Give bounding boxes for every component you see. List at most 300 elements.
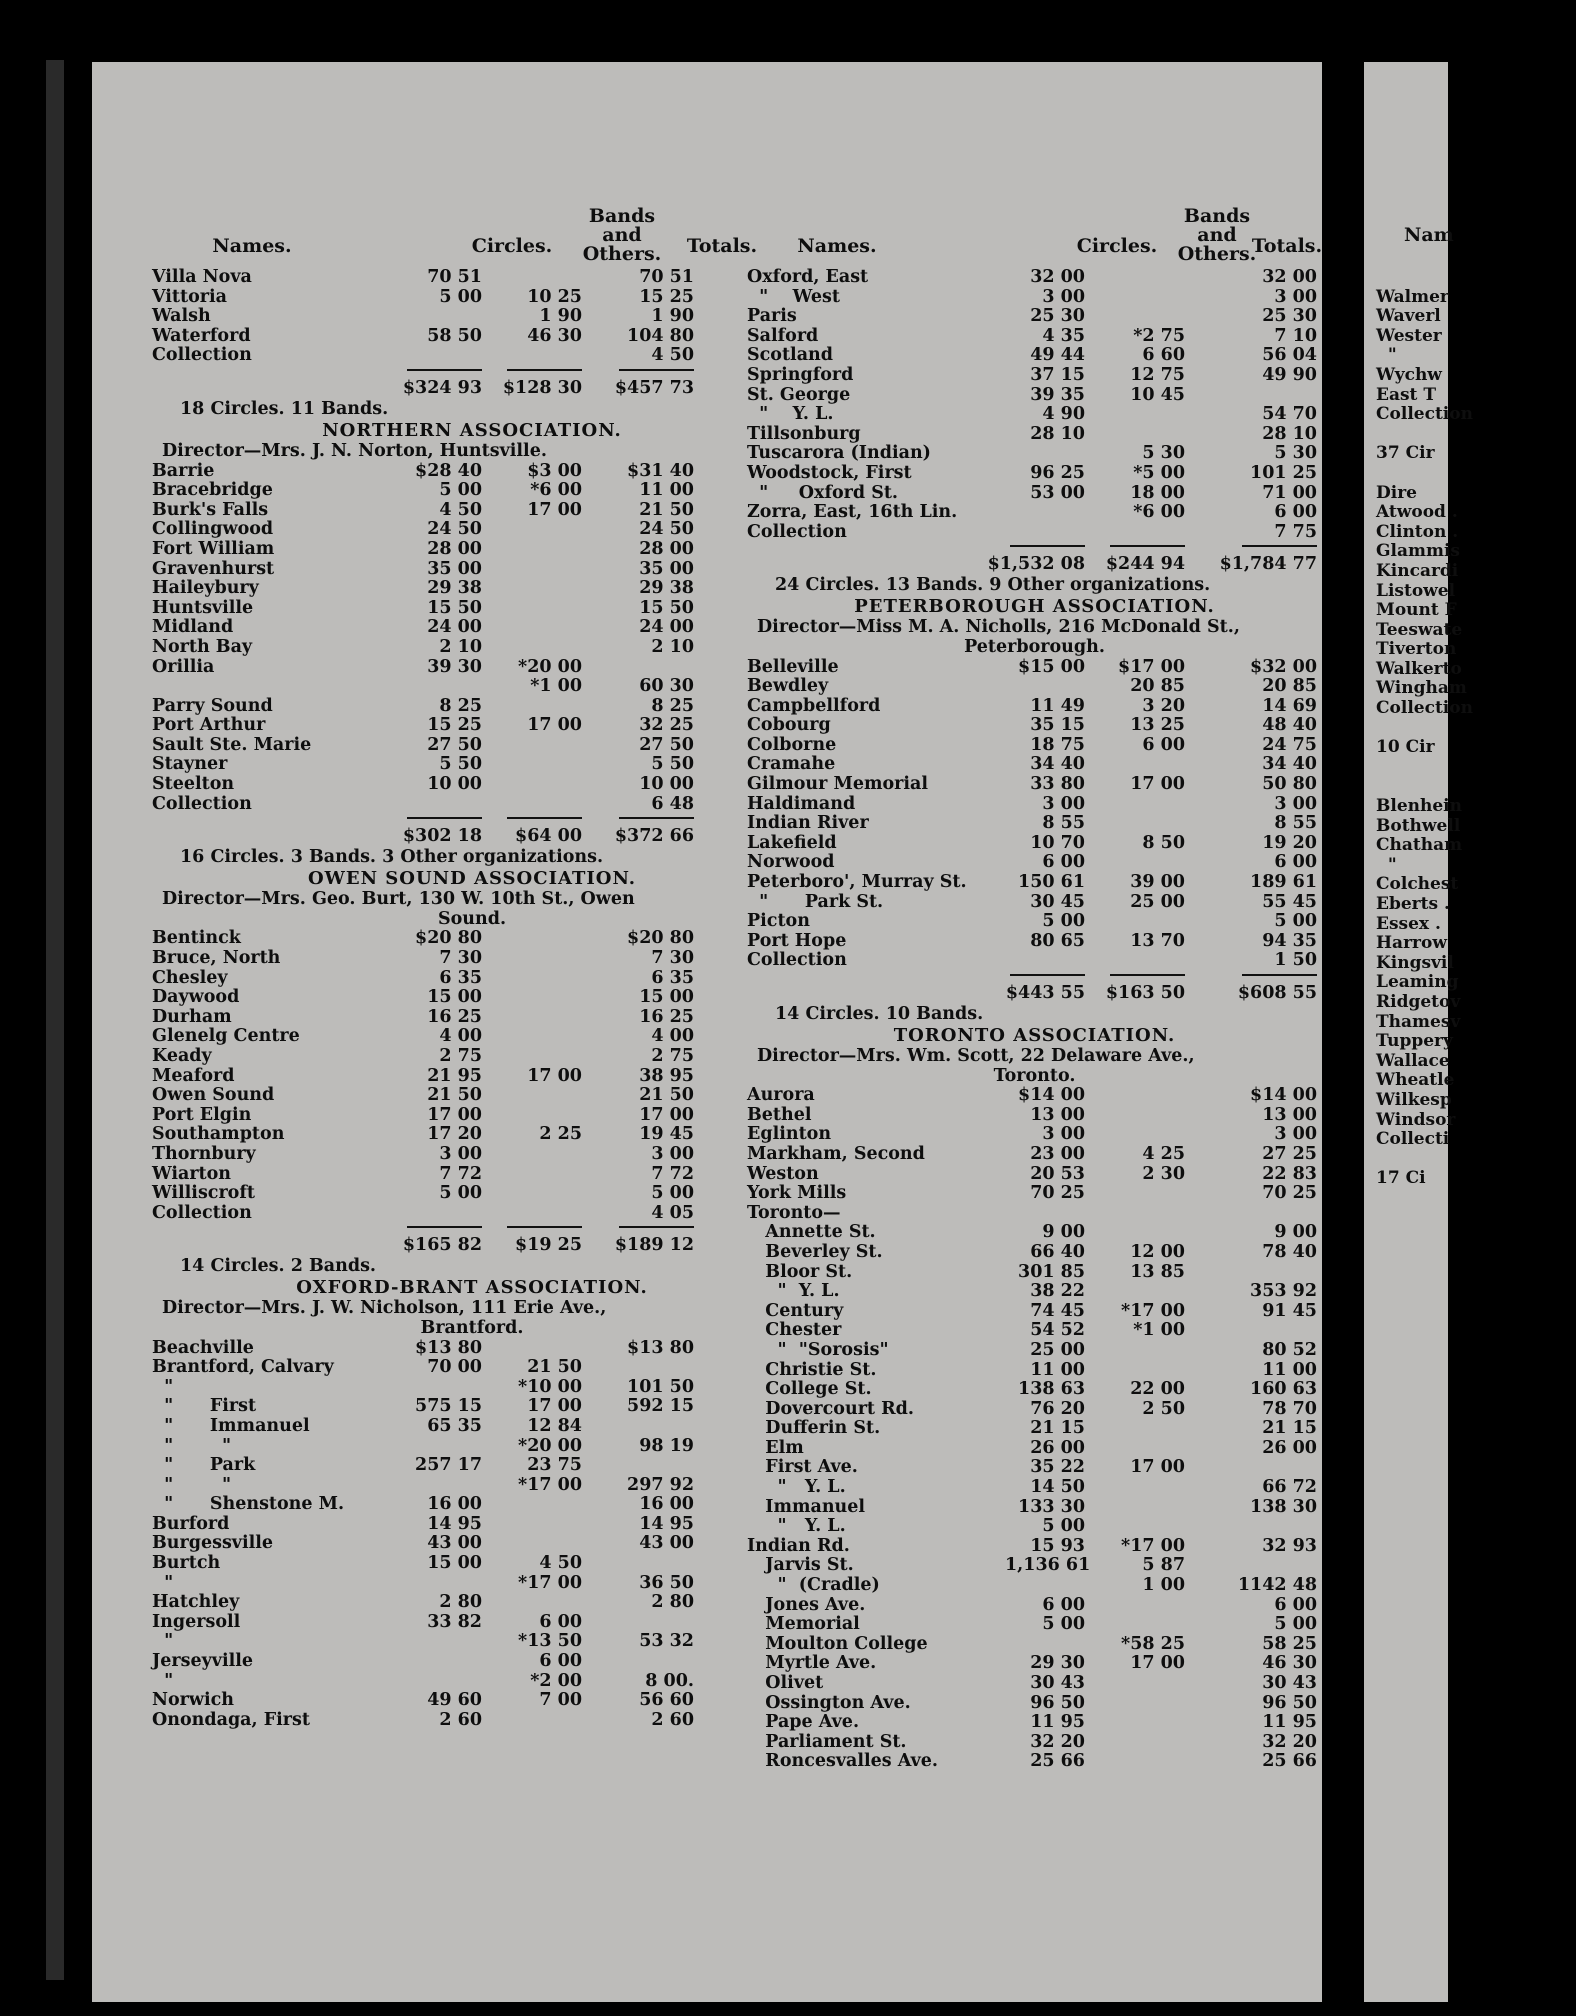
row-name: Collection: [152, 1202, 252, 1223]
row-total: 22 83: [1262, 1163, 1317, 1184]
row-total: 19 20: [1262, 832, 1317, 853]
row-name: ": [152, 1631, 174, 1652]
row-circles: 17 00: [427, 1104, 482, 1125]
table-row: [747, 1145, 1322, 1165]
table-row: [747, 912, 1322, 932]
table-row: [152, 1574, 792, 1594]
adjacent-line: Tuppery: [1376, 1031, 1453, 1052]
row-bands: 2 50: [1142, 1398, 1185, 1419]
row-total: 2 60: [651, 1709, 694, 1730]
row-total: 3 00: [1274, 286, 1317, 307]
row-total: 189 61: [1250, 872, 1317, 893]
row-total: 60 30: [639, 676, 694, 697]
row-circles: 7 72: [439, 1163, 482, 1184]
row-bands: 12 00: [1130, 1241, 1185, 1262]
row-bands: 13 85: [1130, 1261, 1185, 1282]
row-name: Thornbury: [152, 1143, 256, 1164]
table-row: [152, 775, 792, 795]
adjacent-line: Kincardi: [1376, 560, 1459, 581]
row-total: 32 20: [1262, 1731, 1317, 1752]
header-totals: Totals.: [1251, 235, 1323, 257]
row-circles: 138 63: [1018, 1379, 1085, 1400]
row-name: " West: [747, 286, 840, 307]
row-circles: 29 30: [1030, 1653, 1085, 1674]
table-row: [152, 288, 792, 308]
row-circles: 5 00: [1042, 1614, 1085, 1635]
row-bands: 17 00: [527, 715, 582, 736]
table-row: [152, 481, 792, 501]
row-name: Port Elgin: [152, 1104, 252, 1125]
table-row: [747, 1615, 1322, 1635]
row-name: Collingwood: [152, 519, 274, 540]
row-name: Gilmour Memorial: [747, 774, 929, 795]
table-row: [747, 464, 1322, 484]
row-name: " Park St.: [747, 891, 884, 912]
row-bands: 39 00: [1130, 872, 1185, 893]
row-total: 56 60: [639, 1690, 694, 1711]
table-row: [152, 795, 792, 815]
row-circles: 4 00: [439, 1026, 482, 1047]
row-name: Bethel: [747, 1104, 812, 1125]
row-total: 2 75: [651, 1046, 694, 1066]
table-row: [747, 1654, 1322, 1674]
row-total: 30 43: [1262, 1673, 1317, 1693]
row-circles: 30 43: [1030, 1673, 1085, 1693]
adjacent-line: [1376, 758, 1576, 778]
row-name: Lakefield: [747, 832, 837, 853]
row-circles: 2 60: [439, 1709, 482, 1730]
table-row: [747, 386, 1322, 406]
row-circles: 4 90: [1042, 404, 1085, 425]
row-total: 7 30: [651, 948, 694, 969]
row-total: 43 00: [639, 1533, 694, 1554]
row-name: " First: [152, 1396, 257, 1417]
row-total: 28 10: [1262, 423, 1317, 444]
row-total: 1142 48: [1237, 1575, 1317, 1596]
column-header: [152, 207, 792, 267]
adjacent-line: Tiverton: [1376, 639, 1457, 660]
row-circles: 15 93: [1030, 1535, 1085, 1556]
total-grand: $372 66: [614, 826, 694, 847]
total-circles: $302 18: [402, 826, 482, 847]
row-total: 54 70: [1262, 404, 1317, 425]
row-name: Christie St.: [747, 1359, 877, 1380]
row-bands: *58 25: [1121, 1633, 1185, 1654]
row-circles: 23 00: [1030, 1143, 1085, 1164]
row-bands: 21 50: [527, 1357, 582, 1378]
row-circles: 10 70: [1030, 832, 1085, 853]
row-circles: 30 45: [1030, 891, 1085, 912]
total-row: [747, 548, 1322, 574]
row-bands: 46 30: [527, 325, 582, 346]
row-total: 27 50: [639, 734, 694, 755]
row-circles: 5 00: [1042, 911, 1085, 932]
total-circles: $1,532 08: [987, 554, 1085, 575]
row-name: Glenelg Centre: [152, 1026, 300, 1047]
table-row: [152, 1067, 792, 1087]
row-name: Salford: [747, 325, 819, 346]
row-total: 35 00: [639, 558, 694, 579]
row-name: Keady: [152, 1046, 212, 1066]
director-line: Director—Mrs. Geo. Burt, 130 W. 10th St., Owen: [162, 889, 635, 910]
row-circles: 15 00: [427, 987, 482, 1008]
summary-note: 18 Circles. 11 Bands.: [180, 398, 389, 419]
row-total: 94 35: [1262, 930, 1317, 951]
row-bands: $3 00: [527, 460, 582, 481]
column-header: [747, 207, 1322, 267]
row-bands: 2 30: [1142, 1163, 1185, 1184]
table-row: [747, 814, 1322, 834]
table-row: [152, 969, 792, 989]
row-total: 28 00: [639, 538, 694, 559]
row-bands: $17 00: [1118, 656, 1185, 677]
row-name: Villa Nova: [152, 267, 252, 287]
row-circles: 11 49: [1030, 695, 1085, 716]
scanned-page: [92, 62, 1322, 2002]
table-row: [747, 697, 1322, 717]
row-circles: 21 15: [1030, 1418, 1085, 1439]
table-row: [152, 638, 792, 658]
row-total: 4 00: [651, 1026, 694, 1047]
row-name: Markham, Second: [747, 1143, 925, 1164]
row-name: Jerseyville: [152, 1651, 254, 1672]
table-row: [747, 288, 1322, 308]
row-circles: 5 00: [439, 286, 482, 307]
adjacent-line: Thamesv: [1376, 1011, 1461, 1032]
row-name: Barrie: [152, 460, 215, 481]
table-row: [152, 1165, 792, 1185]
row-total: 160 63: [1250, 1379, 1317, 1400]
table-row: [152, 1613, 792, 1633]
row-total: $31 40: [627, 460, 694, 481]
table-row: [747, 873, 1322, 893]
row-circles: 4 50: [439, 499, 482, 520]
row-name: Sault Ste. Marie: [152, 734, 312, 755]
table-row: [747, 366, 1322, 386]
row-total: 592 15: [627, 1396, 694, 1417]
adjacent-line: Collection: [1376, 404, 1473, 425]
row-total: 32 25: [639, 715, 694, 736]
row-name: Immanuel: [747, 1496, 866, 1517]
row-bands: 5 30: [1142, 443, 1185, 464]
row-circles: $28 40: [415, 460, 482, 481]
total-grand: $1,784 77: [1219, 554, 1317, 575]
row-bands: 3 20: [1142, 695, 1185, 716]
row-circles: 49 60: [427, 1690, 482, 1711]
row-bands: *6 00: [1133, 502, 1185, 523]
table-row: [152, 1086, 792, 1106]
row-circles: 7 30: [439, 948, 482, 969]
section-heading: OWEN SOUND ASSOCIATION.: [307, 868, 637, 890]
table-row: [747, 1263, 1322, 1283]
row-name: Dufferin St.: [747, 1418, 881, 1439]
adjacent-line: Ridgetov: [1376, 991, 1461, 1012]
adjacent-line: Listowel: [1376, 580, 1456, 601]
row-name: First Ave.: [747, 1457, 858, 1478]
row-circles: 76 20: [1030, 1398, 1085, 1419]
table-row: [747, 1439, 1322, 1459]
row-circles: 33 80: [1030, 774, 1085, 795]
row-total: 7 75: [1274, 521, 1317, 542]
row-name: Century: [747, 1300, 844, 1321]
row-name: Weston: [747, 1163, 819, 1184]
row-bands: 17 00: [527, 1065, 582, 1086]
table-row: [747, 1517, 1322, 1537]
director-line-cont: Toronto.: [993, 1065, 1076, 1086]
table-row: [747, 1086, 1322, 1106]
table-row: [747, 932, 1322, 952]
row-total: 2 10: [651, 636, 694, 657]
row-name: Orillia: [152, 656, 215, 677]
table-row: [152, 1047, 792, 1067]
row-name: Bracebridge: [152, 480, 273, 501]
row-name: Scotland: [747, 345, 833, 366]
table-row: [747, 1498, 1322, 1518]
adjacent-line: Collecti: [1376, 1129, 1450, 1150]
table-row: [152, 658, 792, 678]
row-bands: 2 25: [539, 1124, 582, 1145]
film-strip: [46, 60, 64, 1980]
row-total: 91 45: [1262, 1300, 1317, 1321]
row-name: Collection: [747, 950, 847, 971]
row-name: " ": [152, 1474, 232, 1495]
row-name: Pape Ave.: [747, 1712, 860, 1733]
table-row: [152, 560, 792, 580]
row-circles: 35 00: [427, 558, 482, 579]
row-total: 71 00: [1262, 482, 1317, 503]
row-name: Picton: [747, 911, 810, 932]
table-row: [152, 1476, 792, 1496]
row-bands: *2 00: [530, 1670, 582, 1691]
row-total: 21 15: [1262, 1418, 1317, 1439]
row-name: Myrtle Ave.: [747, 1653, 877, 1674]
row-total: 101 50: [627, 1376, 694, 1397]
row-bands: *1 00: [1133, 1320, 1185, 1341]
row-circles: 53 00: [1030, 482, 1085, 503]
row-name: Wiarton: [152, 1163, 232, 1184]
table-row: [747, 736, 1322, 756]
adjacent-line: Mount F: [1376, 600, 1457, 621]
row-bands: *6 00: [530, 480, 582, 501]
row-name: " Park: [152, 1455, 256, 1476]
table-row: [152, 327, 792, 347]
row-name: Indian Rd.: [747, 1535, 850, 1556]
row-total: 7 10: [1274, 325, 1317, 346]
row-name: Stayner: [152, 754, 228, 775]
row-circles: 32 00: [1030, 267, 1085, 287]
total-circles: $324 93: [402, 377, 482, 398]
row-total: 25 30: [1262, 306, 1317, 327]
row-circles: 13 00: [1030, 1104, 1085, 1125]
table-row: [152, 1184, 792, 1204]
row-name: Meaford: [152, 1065, 235, 1086]
row-total: 14 69: [1262, 695, 1317, 716]
row-total: 138 30: [1250, 1496, 1317, 1517]
row-bands: 10 45: [1130, 384, 1185, 405]
left-column-body: [152, 268, 792, 1730]
table-row: [152, 307, 792, 327]
film-border-left: [0, 0, 92, 2016]
row-total: 5 00: [1274, 911, 1317, 932]
table-row: [747, 523, 1322, 543]
row-circles: 10 00: [427, 774, 482, 795]
table-row: [152, 1027, 792, 1047]
row-circles: 2 10: [439, 636, 482, 657]
row-circles: 38 22: [1030, 1281, 1085, 1302]
header-bands: Bands and Others.: [582, 205, 662, 265]
table-row: [152, 929, 792, 949]
row-total: 104 80: [627, 325, 694, 346]
table-row: [747, 1733, 1322, 1753]
row-circles: 301 85: [1018, 1261, 1085, 1282]
row-bands: 22 00: [1130, 1379, 1185, 1400]
row-total: 4 50: [651, 345, 694, 366]
row-circles: 33 82: [427, 1611, 482, 1632]
row-name: Toronto—: [747, 1202, 841, 1223]
section-heading: OXFORD-BRANT ASSOCIATION.: [296, 1277, 648, 1299]
row-circles: 15 00: [427, 1553, 482, 1574]
row-circles: 96 50: [1030, 1692, 1085, 1713]
row-circles: 150 61: [1018, 872, 1085, 893]
row-name: Memorial: [747, 1614, 860, 1635]
row-bands: 4 50: [539, 1553, 582, 1574]
table-row: [747, 1596, 1322, 1616]
row-circles: 575 15: [415, 1396, 482, 1417]
row-bands: 1 00: [1142, 1575, 1185, 1596]
row-bands: *17 00: [518, 1474, 582, 1495]
row-name: Haileybury: [152, 578, 259, 599]
row-total: $32 00: [1250, 656, 1317, 677]
table-row: [152, 1204, 792, 1224]
table-row: [747, 716, 1322, 736]
row-circles: 32 20: [1030, 1731, 1085, 1752]
table-row: [747, 1106, 1322, 1126]
row-name: Jarvis St.: [747, 1555, 854, 1576]
row-name: Burtch: [152, 1553, 221, 1574]
table-row: [152, 540, 792, 560]
row-name: Paris: [747, 306, 797, 327]
total-bands: $244 94: [1105, 554, 1185, 575]
row-total: 55 45: [1262, 891, 1317, 912]
total-bands: $128 30: [502, 377, 582, 398]
row-name: Hatchley: [152, 1592, 240, 1613]
row-name: St. George: [747, 384, 851, 405]
table-row: [747, 1165, 1322, 1185]
row-circles: 37 15: [1030, 364, 1085, 385]
table-row: [747, 1674, 1322, 1694]
row-circles: 35 22: [1030, 1457, 1085, 1478]
row-name: ": [152, 1572, 174, 1593]
adjacent-line: Blenhein: [1376, 796, 1462, 817]
row-total: 297 92: [627, 1474, 694, 1495]
row-bands: *10 00: [518, 1376, 582, 1397]
row-circles: 5 50: [439, 754, 482, 775]
row-bands: *20 00: [518, 656, 582, 677]
row-name: Tuscarora (Indian): [747, 443, 931, 464]
row-total: 8 25: [651, 695, 694, 716]
adjacent-line: Wingham: [1376, 678, 1467, 699]
row-bands: *17 00: [1121, 1300, 1185, 1321]
row-name: Midland: [152, 617, 234, 638]
row-total: 1 90: [651, 306, 694, 327]
row-name: Collection: [152, 793, 252, 814]
row-circles: 17 20: [427, 1124, 482, 1145]
row-total: 15 50: [639, 597, 694, 618]
row-name: " Y. L.: [747, 404, 834, 425]
table-row: [747, 307, 1322, 327]
table-row: [747, 951, 1322, 971]
row-name: Chesley: [152, 967, 228, 988]
row-name: Bentinck: [152, 928, 241, 949]
table-row: [152, 755, 792, 775]
row-total: 3 00: [651, 1143, 694, 1164]
row-circles: 80 65: [1030, 930, 1085, 951]
row-name: Moulton College: [747, 1633, 928, 1654]
total-row: [152, 1229, 792, 1255]
row-name: " Y. L.: [747, 1516, 846, 1537]
adjacent-line: Teeswate: [1376, 619, 1463, 640]
row-circles: 14 50: [1030, 1477, 1085, 1498]
table-row: [152, 1417, 792, 1437]
row-circles: 54 52: [1030, 1320, 1085, 1341]
row-name: " Y. L.: [747, 1477, 846, 1498]
row-name: Parliament St.: [747, 1731, 907, 1752]
adjacent-line: Atwood .: [1376, 502, 1458, 523]
director-line: Director—Mrs. J. W. Nicholson, 111 Erie Ave.,: [162, 1298, 607, 1319]
table-row: [747, 1576, 1322, 1596]
row-name: North Bay: [152, 636, 253, 657]
row-circles: 1,136 61: [1005, 1555, 1091, 1576]
total-grand: $189 12: [614, 1235, 694, 1256]
adjacent-line: Bothwell: [1376, 815, 1461, 836]
total-bands: $19 25: [515, 1235, 582, 1256]
table-row: [152, 1691, 792, 1711]
row-total: 15 25: [639, 286, 694, 307]
table-row: [747, 444, 1322, 464]
row-bands: *2 75: [1133, 325, 1185, 346]
adjacent-line: Eberts .: [1376, 894, 1450, 914]
row-bands: 4 25: [1142, 1143, 1185, 1164]
row-total: 9 00: [1274, 1222, 1317, 1243]
row-name: " Shenstone M.: [152, 1494, 345, 1515]
row-total: 13 00: [1262, 1104, 1317, 1125]
table-row: [747, 834, 1322, 854]
row-bands: *1 00: [530, 676, 582, 697]
row-circles: 28 10: [1030, 423, 1085, 444]
row-bands: 13 70: [1130, 930, 1185, 951]
table-row: [747, 853, 1322, 873]
adjacent-line: [1376, 464, 1576, 484]
row-total: 5 50: [651, 754, 694, 775]
row-name: Burgessville: [152, 1533, 274, 1554]
table-row: [747, 1361, 1322, 1381]
table-row: [747, 1458, 1322, 1478]
row-circles: 25 66: [1030, 1751, 1085, 1772]
row-circles: 25 00: [1030, 1339, 1085, 1360]
row-bands: 17 00: [1130, 1457, 1185, 1478]
row-bands: 10 25: [527, 286, 582, 307]
row-name: Peterboro', Murray St.: [747, 872, 967, 893]
row-total: 29 38: [639, 578, 694, 599]
table-row: [747, 1125, 1322, 1145]
table-row: [747, 775, 1322, 795]
adjacent-line: Waverl: [1376, 306, 1441, 327]
row-total: 21 50: [639, 499, 694, 520]
row-total: 17 00: [639, 1104, 694, 1125]
total-circles: $443 55: [1005, 983, 1085, 1003]
table-row: [152, 1593, 792, 1613]
row-total: 2 80: [651, 1592, 694, 1613]
